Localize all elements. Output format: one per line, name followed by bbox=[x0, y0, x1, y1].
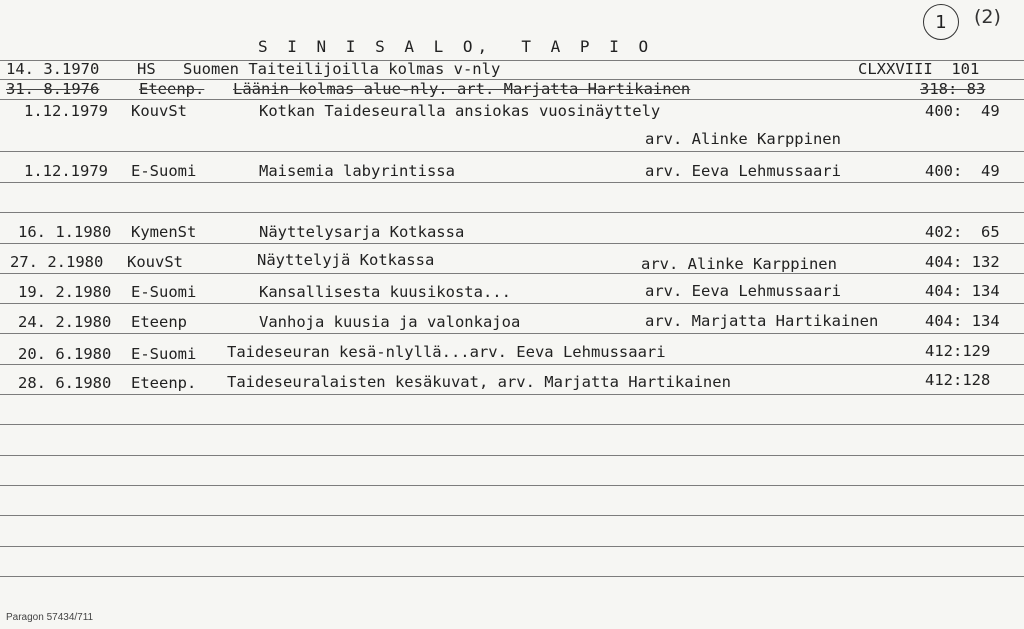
entry-source: Eteenp bbox=[131, 313, 187, 331]
entry-text: Näyttelyjä Kotkassa bbox=[257, 251, 435, 269]
entry-date: 19. 2.1980 bbox=[18, 283, 112, 301]
card-footer: Paragon 57434/711 bbox=[6, 612, 94, 623]
entry-ref: 318: 83 bbox=[920, 80, 986, 98]
entry-source: KouvSt bbox=[131, 102, 187, 120]
entry-ref: CLXXVIII 101 bbox=[858, 60, 980, 78]
entry-ref: 404: 134 bbox=[925, 282, 1000, 300]
entry-date: 24. 2.1980 bbox=[18, 313, 112, 331]
entry-ref: 412:129 bbox=[925, 342, 991, 360]
entry-ref: 412:128 bbox=[925, 371, 991, 389]
ruled-line bbox=[0, 333, 1024, 334]
entry-text: Taideseuran kesä-nlyllä...arv. Eeva Lehmussaari bbox=[227, 343, 666, 361]
entry-source: E-Suomi bbox=[131, 283, 197, 301]
entry-reviewer: arv. Marjatta Hartikainen bbox=[645, 312, 879, 330]
entry-source: E-Suomi bbox=[131, 345, 197, 363]
ruled-line bbox=[0, 576, 1024, 577]
entry-date: 27. 2.1980 bbox=[10, 253, 104, 271]
entry-text: Maisemia labyrintissa bbox=[259, 162, 455, 180]
card-total: (2) bbox=[974, 6, 1001, 28]
ruled-line bbox=[0, 546, 1024, 547]
entry-date: 14. 3.1970 bbox=[6, 60, 100, 78]
ruled-line bbox=[0, 243, 1024, 244]
entry-text: Taideseuralaisten kesäkuvat, arv. Marjatta Hartikainen bbox=[227, 373, 731, 391]
entry-date: 1.12.1979 bbox=[24, 162, 108, 180]
entry-text: Läänin kolmas alue-nly. art. Marjatta Hartikainen bbox=[233, 80, 691, 98]
ruled-line bbox=[0, 182, 1024, 183]
ruled-line bbox=[0, 485, 1024, 486]
entry-ref: 400: 49 bbox=[925, 102, 1000, 120]
entry-text: Näyttelysarja Kotkassa bbox=[259, 223, 465, 241]
ruled-line bbox=[0, 515, 1024, 516]
ruled-line bbox=[0, 364, 1024, 365]
entry-text: Kotkan Taideseuralla ansiokas vuosinäyttely bbox=[259, 102, 661, 120]
entry-source: Eteenp. bbox=[139, 80, 205, 98]
entry-ref: 402: 65 bbox=[925, 223, 1000, 241]
entry-reviewer: arv. Alinke Karppinen bbox=[645, 130, 841, 148]
entry-date: 31. 8.1976 bbox=[6, 80, 100, 98]
entry-source: KouvSt bbox=[127, 253, 183, 271]
entry-source: HS bbox=[137, 60, 156, 78]
card-title: S I N I S A L O, T A P I O bbox=[258, 37, 654, 56]
entry-ref: 400: 49 bbox=[925, 162, 1000, 180]
ruled-line bbox=[0, 151, 1024, 152]
entry-date: 28. 6.1980 bbox=[18, 374, 112, 392]
ruled-line bbox=[0, 303, 1024, 304]
card-number-circled bbox=[923, 4, 959, 40]
entry-reviewer: arv. Eeva Lehmussaari bbox=[645, 162, 841, 180]
entry-source: E-Suomi bbox=[131, 162, 197, 180]
entry-text: Suomen Taiteilijoilla kolmas v-nly bbox=[183, 60, 501, 78]
card-number: 1 bbox=[935, 11, 947, 33]
ruled-line bbox=[0, 273, 1024, 274]
entry-reviewer: arv. Eeva Lehmussaari bbox=[645, 282, 841, 300]
entry-date: 1.12.1979 bbox=[24, 102, 108, 120]
entry-source: Eteenp. bbox=[131, 374, 197, 392]
ruled-line bbox=[0, 394, 1024, 395]
ruled-line bbox=[0, 455, 1024, 456]
entry-ref: 404: 134 bbox=[925, 312, 1000, 330]
ruled-line bbox=[0, 99, 1024, 100]
entry-date: 20. 6.1980 bbox=[18, 345, 112, 363]
entry-source: KymenSt bbox=[131, 223, 197, 241]
ruled-line bbox=[0, 212, 1024, 213]
entry-text: Vanhoja kuusia ja valonkajoa bbox=[259, 313, 521, 331]
entry-reviewer: arv. Alinke Karppinen bbox=[641, 255, 837, 273]
ruled-line bbox=[0, 424, 1024, 425]
entry-text: Kansallisesta kuusikosta... bbox=[259, 283, 511, 301]
entry-date: 16. 1.1980 bbox=[18, 223, 112, 241]
entry-ref: 404: 132 bbox=[925, 253, 1000, 271]
